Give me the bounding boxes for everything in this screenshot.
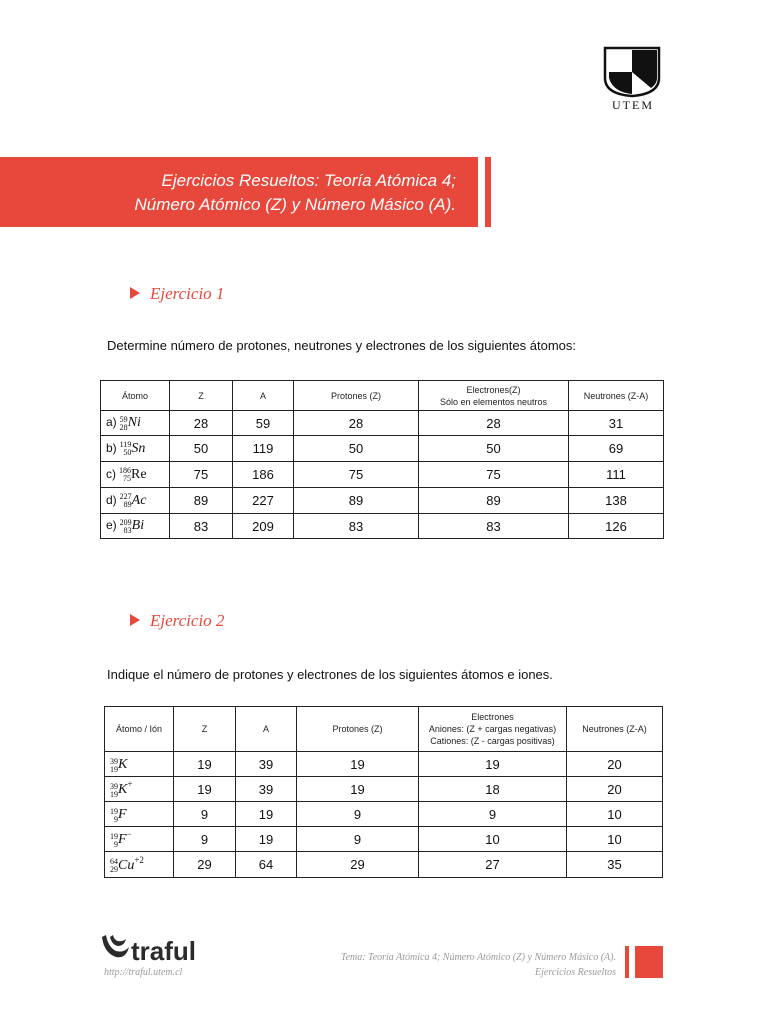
mass-number: 59 — [119, 414, 128, 424]
header-atomo-ion: Átomo / Ión — [105, 707, 174, 752]
table-ej2 — [104, 706, 663, 878]
ion-charge: +2 — [134, 854, 144, 865]
atom-cell — [105, 802, 174, 827]
table-row — [101, 436, 664, 462]
atomic-number: 50 — [123, 448, 132, 457]
isotope-numbers — [120, 519, 132, 535]
header-atomo: Átomo — [101, 381, 170, 411]
mass-number: 19 — [110, 831, 118, 841]
footer-brand: traful — [131, 936, 196, 966]
atom-cell — [105, 852, 174, 878]
a-cell: 19 — [236, 827, 297, 852]
header-neutrones: Neutrones (Z-A) — [567, 707, 663, 752]
header-electrones-line1: Electrones — [471, 712, 514, 722]
neutrones-cell: 35 — [567, 852, 663, 878]
element-symbol: K — [118, 782, 128, 798]
electrones-cell: 27 — [419, 852, 567, 878]
element-symbol: Re — [131, 467, 147, 482]
z-cell: 83 — [170, 514, 233, 539]
header-neutrones: Neutrones (Z-A) — [569, 381, 664, 411]
electrones-cell: 18 — [419, 777, 567, 802]
protones-cell: 50 — [294, 436, 419, 462]
z-cell: 75 — [170, 462, 233, 488]
element-symbol: Cu — [118, 858, 135, 873]
a-cell: 119 — [233, 436, 294, 462]
electrones-cell: 19 — [419, 752, 567, 777]
atomic-number: 83 — [123, 525, 132, 535]
mass-number: 186 — [119, 466, 131, 475]
protones-cell: 29 — [297, 852, 419, 878]
header-electrones — [419, 707, 567, 752]
mass-number: 64 — [110, 857, 118, 866]
electrones-cell: 9 — [419, 802, 567, 827]
z-cell: 89 — [170, 488, 233, 514]
mass-number: 19 — [110, 806, 118, 816]
a-cell: 39 — [236, 777, 297, 802]
section-heading-ej2 — [130, 611, 224, 631]
atomic-number: 9 — [114, 814, 118, 824]
exercise-prompt-2: Indique el número de protones y electrones de los siguientes átomos e iones. — [107, 667, 553, 682]
z-cell: 28 — [170, 411, 233, 436]
atom-cell — [105, 827, 174, 852]
neutrones-cell: 20 — [567, 752, 663, 777]
table-header-row — [105, 707, 663, 752]
row-label: b) — [106, 440, 117, 455]
atomic-number: 9 — [114, 839, 118, 849]
footer-topic: Tema: Teoría Atómica 4; Número Atómico (Z) y Número Másico (A). — [340, 952, 616, 963]
atom-cell — [101, 436, 170, 462]
protones-cell: 83 — [294, 514, 419, 539]
atom-cell — [101, 514, 170, 539]
protones-cell: 75 — [294, 462, 419, 488]
isotope-numbers — [110, 783, 118, 799]
a-cell: 64 — [236, 852, 297, 878]
protones-cell: 28 — [294, 411, 419, 436]
table-row — [101, 411, 664, 436]
element-symbol: F — [118, 832, 127, 848]
neutrones-cell: 10 — [567, 802, 663, 827]
isotope-numbers — [120, 493, 132, 509]
neutrones-cell: 126 — [569, 514, 664, 539]
protones-cell: 89 — [294, 488, 419, 514]
title-line-1: Ejercicios Resueltos: Teoría Atómica 4; — [161, 171, 456, 190]
traful-logo-icon — [100, 933, 130, 965]
table-row — [105, 802, 663, 827]
mass-number: 39 — [110, 756, 118, 766]
table-row — [105, 852, 663, 878]
utem-logo-text: UTEM — [612, 98, 654, 112]
a-cell: 39 — [236, 752, 297, 777]
mass-number: 39 — [110, 781, 118, 791]
exercise-prompt-1: Determine número de protones, neutrones y electrones de los siguientes átomos: — [107, 338, 576, 353]
atom-cell — [101, 411, 170, 436]
section-heading-ej1 — [130, 284, 224, 304]
atom-cell — [101, 462, 170, 488]
protones-cell: 19 — [297, 777, 419, 802]
isotope-numbers — [120, 441, 132, 457]
neutrones-cell: 69 — [569, 436, 664, 462]
header-electrones-line1: Electrones(Z) — [466, 384, 521, 395]
table-row — [105, 752, 663, 777]
mass-number: 209 — [119, 517, 132, 527]
row-label: c) — [106, 466, 116, 481]
element-symbol: Ac — [131, 493, 147, 508]
footer-url-link[interactable]: http://traful.utem.cl — [104, 967, 183, 978]
a-cell: 209 — [233, 514, 294, 539]
electrones-cell: 50 — [419, 436, 569, 462]
header-z: Z — [174, 707, 236, 752]
isotope-numbers — [110, 808, 118, 824]
z-cell: 50 — [170, 436, 233, 462]
table-ej1 — [100, 380, 664, 539]
z-cell: 9 — [174, 827, 236, 852]
isotope-numbers — [120, 416, 128, 432]
element-symbol: K — [118, 757, 128, 773]
header-electrones-line2: Aniones: (Z + cargas negativas) — [428, 724, 557, 734]
atomic-number: 75 — [123, 474, 131, 483]
ion-charge: − — [126, 829, 132, 840]
table-row — [101, 462, 664, 488]
a-cell: 186 — [233, 462, 294, 488]
element-symbol: Ni — [127, 415, 141, 431]
isotope-numbers — [110, 858, 118, 874]
row-label: d) — [106, 492, 117, 507]
atomic-number: 89 — [123, 500, 132, 509]
atomic-number: 19 — [110, 789, 118, 799]
atom-cell — [105, 752, 174, 777]
mass-number: 227 — [119, 492, 132, 501]
neutrones-cell: 20 — [567, 777, 663, 802]
header-electrones-line2: Sólo en elementos neutros — [439, 396, 548, 407]
table-header-row — [101, 381, 664, 411]
electrones-cell: 89 — [419, 488, 569, 514]
table-row — [105, 777, 663, 802]
footer-subtitle: Ejercicios Resueltos — [535, 967, 616, 978]
arrow-bullet-icon — [130, 614, 140, 626]
a-cell: 227 — [233, 488, 294, 514]
electrones-cell: 75 — [419, 462, 569, 488]
table-row — [105, 827, 663, 852]
isotope-numbers — [119, 467, 131, 483]
table-row — [101, 514, 664, 539]
title-line-2: Número Atómico (Z) y Número Másico (A). — [134, 195, 456, 214]
z-cell: 19 — [174, 752, 236, 777]
header-a: A — [236, 707, 297, 752]
neutrones-cell: 111 — [569, 462, 664, 488]
section-heading-text: Ejercicio 2 — [150, 611, 225, 630]
arrow-bullet-icon — [130, 287, 140, 299]
z-cell: 9 — [174, 802, 236, 827]
isotope-numbers — [110, 758, 118, 774]
footer-accent-bar — [625, 946, 629, 978]
electrones-cell: 83 — [419, 514, 569, 539]
mass-number: 119 — [119, 440, 132, 449]
header-electrones — [419, 381, 569, 411]
protones-cell: 9 — [297, 802, 419, 827]
atomic-number: 19 — [110, 764, 118, 774]
neutrones-cell: 31 — [569, 411, 664, 436]
header-protones: Protones (Z) — [297, 707, 419, 752]
element-symbol: F — [118, 807, 127, 823]
neutrones-cell: 10 — [567, 827, 663, 852]
table-row — [101, 488, 664, 514]
title-banner — [0, 157, 478, 227]
protones-cell: 9 — [297, 827, 419, 852]
header-z: Z — [170, 381, 233, 411]
atom-cell — [101, 488, 170, 514]
element-symbol: Sn — [131, 441, 146, 456]
z-cell: 19 — [174, 777, 236, 802]
a-cell: 19 — [236, 802, 297, 827]
section-heading-text: Ejercicio 1 — [150, 284, 225, 303]
atom-cell — [105, 777, 174, 802]
row-label: a) — [106, 415, 117, 430]
isotope-numbers — [110, 833, 118, 849]
atomic-number: 29 — [110, 865, 118, 874]
electrones-cell: 28 — [419, 411, 569, 436]
header-protones: Protones (Z) — [294, 381, 419, 411]
header-electrones-line3: Cationes: (Z - cargas positivas) — [430, 736, 555, 746]
banner-accent-bar — [485, 157, 491, 227]
row-label: e) — [106, 518, 117, 533]
atomic-number: 28 — [119, 422, 128, 432]
header-a: A — [233, 381, 294, 411]
electrones-cell: 10 — [419, 827, 567, 852]
ion-charge: + — [127, 779, 133, 790]
z-cell: 29 — [174, 852, 236, 878]
footer-accent-block — [635, 946, 663, 978]
element-symbol: Bi — [131, 518, 145, 534]
protones-cell: 19 — [297, 752, 419, 777]
neutrones-cell: 138 — [569, 488, 664, 514]
a-cell: 59 — [233, 411, 294, 436]
